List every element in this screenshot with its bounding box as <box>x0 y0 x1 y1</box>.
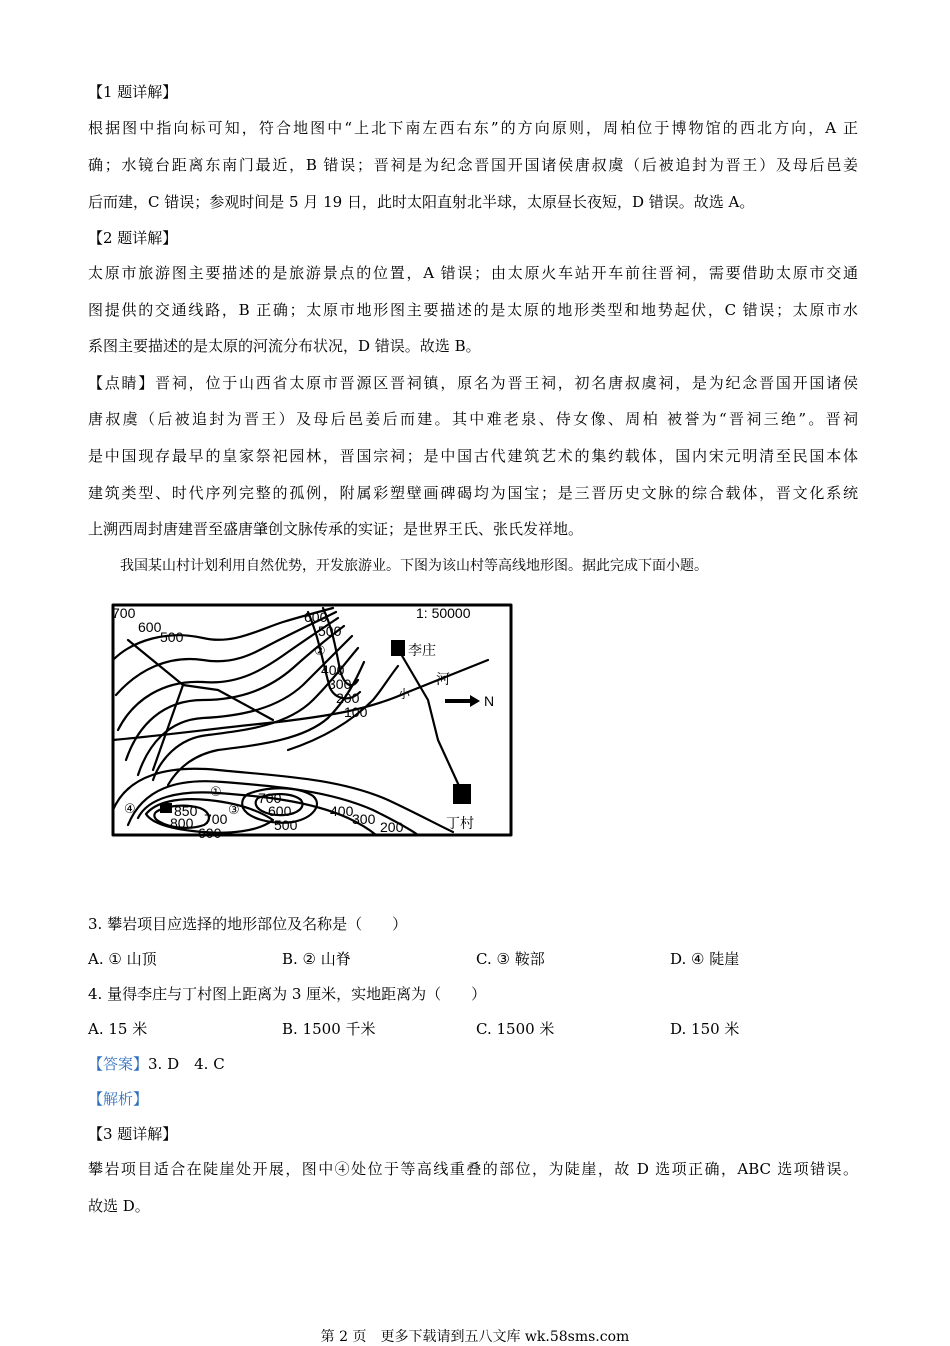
north-arrow-icon <box>445 695 480 707</box>
q2-detail-line: 系图主要描述的是太原的河流分布状况，D 错误。故选 B。 <box>88 337 481 355</box>
question-intro: 我国某山村计划利用自然优势，开发旅游业。下图为该山村等高线地形图。据此完成下面小题。 <box>120 558 708 574</box>
contour-label: 700 <box>112 605 136 621</box>
q1-detail-line: 根据图中指向标可知，符合地图中“上北下南左西右东”的方向原则，周柏位于博物馆的西北方向，A 正 <box>88 119 858 137</box>
cliff-symbol <box>160 803 172 813</box>
marker-3: ③ <box>228 802 240 817</box>
q3-detail-line: 故选 D。 <box>88 1197 150 1215</box>
q3-option-a[interactable]: A. ① 山顶 <box>88 950 157 968</box>
river-label: 小 <box>398 687 411 701</box>
q3-option-d[interactable]: D. ④ 陡崖 <box>670 950 740 968</box>
tip-line: 唐叔虞（后被追封为晋王）及母后邑姜后而建。其中难老泉、侍女像、周柏 被誉为“晋祠三绝”。晋祠 <box>88 410 858 428</box>
road-line <box>153 685 183 770</box>
tip-line: 【点睛】晋祠，位于山西省太原市晋源区晋祠镇，原名为晋王祠，初名唐叔虞祠，是为纪念晋国开国诸侯 <box>88 374 858 392</box>
tip-line: 上溯西周封唐建晋至盛唐肇创文脉传承的实证；是世界王氏、张氏发祥地。 <box>88 520 584 538</box>
q3-detail-heading: 【3 题详解】 <box>88 1125 178 1143</box>
page-footer: 第 2 页 更多下载请到五八文库 wk.58sms.com <box>320 1329 630 1345</box>
village-dingcun-label: 丁村 <box>446 815 474 831</box>
contour-label: 600 <box>138 619 162 635</box>
q3-option-b[interactable]: B. ② 山脊 <box>282 950 351 968</box>
contour-label: 700 <box>258 790 282 806</box>
q1-detail-line: 确；水镜台距离东南门最近，B 错误；晋祠是为纪念晋国开国诸侯唐叔虞（后被追封为晋王）及母后邑姜 <box>88 156 858 174</box>
q4-option-a[interactable]: A. 15 米 <box>88 1020 148 1038</box>
river-label: 河 <box>436 671 450 687</box>
q3-detail-line: 攀岩项目适合在陡崖处开展，图中④处位于等高线重叠的部位，为陡崖，故 D 选项正确，ABC 选项错误。 <box>88 1160 858 1178</box>
answer-value: 3. D 4. C <box>148 1055 225 1073</box>
contour-label: 300 <box>352 811 376 827</box>
question-4-stem: 4. 量得李庄与丁村图上距离为 3 厘米，实地距离为（ ） <box>88 985 487 1003</box>
contour-label: 600 <box>268 803 292 819</box>
contour-label: 700 <box>204 811 228 827</box>
contour-label: 600 <box>304 609 328 625</box>
q4-option-c[interactable]: C. 1500 米 <box>476 1020 555 1038</box>
q2-detail-line: 太原市旅游图主要描述的是旅游景点的位置，A 错误；由太原火车站开车前往晋祠，需要借助太原市交通 <box>88 264 858 282</box>
marker-4: ④ <box>124 801 136 816</box>
tip-line: 建筑类型、时代序列完整的孤例，附属彩塑壁画碑碣均为国宝；是三晋历史文脉的综合载体，晋文化系统 <box>88 484 858 502</box>
village-lizhuang-label: 李庄 <box>408 642 436 658</box>
analysis-label: 【解析】 <box>88 1090 149 1108</box>
q4-option-d[interactable]: D. 150 米 <box>670 1020 740 1038</box>
q3-option-c[interactable]: C. ③ 鞍部 <box>476 950 545 968</box>
map-scale: 1: 50000 <box>416 605 471 621</box>
tip-line: 是中国现存最早的皇家祭祀园林，晋国宗祠；是中国古代建筑艺术的集约载体，国内宋元明清至民国本体 <box>88 447 858 465</box>
contour-label: 850 <box>174 803 198 819</box>
q1-detail-heading: 【1 题详解】 <box>88 83 178 101</box>
q1-detail-line: 后而建，C 错误；参观时间是 5 月 19 日，此时太阳直射北半球，太原昼长夜短，D 错误。故选 A。 <box>88 193 755 211</box>
contour-label: 600 <box>198 825 222 840</box>
north-label: N <box>484 693 495 709</box>
answer-label: 【答案】 <box>88 1055 149 1073</box>
contour-label: 400 <box>330 803 354 819</box>
village-dingcun-icon <box>453 784 471 804</box>
q2-detail-heading: 【2 题详解】 <box>88 229 178 247</box>
marker-2: ② <box>314 643 326 658</box>
contour-label: 300 <box>328 676 352 692</box>
contour-label: 500 <box>160 629 184 645</box>
contour-label: 800 <box>170 815 194 831</box>
road-line <box>128 640 273 720</box>
contour-map <box>108 600 518 840</box>
village-lizhuang-icon <box>391 640 405 656</box>
q2-detail-line: 图提供的交通线路，B 正确；太原市地形图主要描述的是太原的地形类型和地势起伏，C 错误；太原市水 <box>88 301 858 319</box>
contour-label: 100 <box>344 704 368 720</box>
contour-label: 500 <box>318 623 342 639</box>
contour-label: 400 <box>321 662 345 678</box>
marker-1: ① <box>210 784 222 799</box>
contour-label: 500 <box>274 817 298 833</box>
question-3-stem: 3. 攀岩项目应选择的地形部位及名称是（ ） <box>88 915 408 933</box>
contour-label: 200 <box>336 690 360 706</box>
contour-label: 200 <box>380 819 404 835</box>
q4-option-b[interactable]: B. 1500 千米 <box>282 1020 376 1038</box>
answer-row <box>88 1054 225 1074</box>
